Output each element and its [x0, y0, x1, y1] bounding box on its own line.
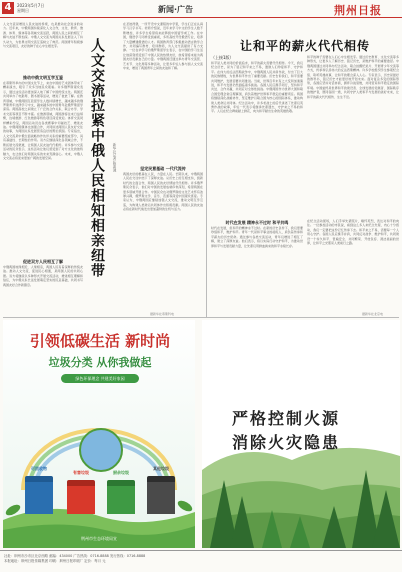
footer-line-1: 社址：荆州市沙市区北京西路 邮编：434000 广告热线：0716-8888 发行热线：0716-8888 [4, 554, 146, 558]
left-body-1: 人文交流是增进人民友谊的桥梁，也是推动社会进步的动力。近年来，中俄两国持续深化人文合作，文化、教育、旅游、体育、媒体等各领域交流活跃，两国人民之间的相互了解与友谊不断加深。中俄人文交流为两国关系发展注入了持久动力，为世界文明交流互鉴树立了典范。两国青年积极参与交流项目，友好的种子在心中生根发芽。 [3, 22, 83, 49]
left-body-4: 在圣彼得堡，一所开设中文课程的中学里，学生们正在认真学习汉字书写。老师介绍说，近年来学习中文的学生人数不断增加，许多学生希望将来能够到中国留学或工作。在中国，俄语学习同样受到重视，多所高校开设俄语专业，培养了大量精通俄语的人才。两国教育部门积极推动语言教学合作，共同编写教材、培训教师，为人文交流提供了有力支撑。一位在华学习的俄罗斯留学生表示，在中国的学习生活让他深刻感受到了中国人民的热情友好，他希望将来能为两国友好贡献自己的力量。中俄两国还通过举办青年交流营、艺术节、文化周等多种活动，让更多年轻人参与到人文交流中来，增进了两国青年之间的友谊和了解。 [123, 22, 203, 71]
recyclable-bin [25, 466, 53, 514]
page-footer [0, 550, 402, 572]
other-waste-bin [147, 466, 175, 514]
bin-label: 可回收物 [31, 466, 47, 471]
right-article-source: 据新华社北京电 [362, 312, 384, 316]
right-subhead: 时代在发展 精神永不过时 和平共鸣 [225, 220, 289, 225]
right-article-title: 让和平的薪火代代相传 [239, 39, 370, 53]
fire-safety-ad [202, 320, 400, 548]
section-divider [3, 317, 399, 318]
bin-label: 有害垃圾 [73, 470, 89, 475]
left-article-title: 人文交流拉紧中俄人民相知相亲纽带 [89, 38, 105, 278]
ad-banner: 绿色环保理念 共建美好家园 [61, 374, 139, 383]
right-body-3: 时代在发展，但和平的精神永不过时。在新的历史条件下，我们更要珍惜和平，维护和平。青年一代是和平事业的接班人，肩负着传承和平薪火的历史使命。通过参与各类交流活动，青年们增进了相互了解，建立了深厚友谊。他们表示，将以实际行动守护和平，为推动世界和平与发展贡献力量，让先辈们用鲜血换来的和平永续长存。 [211, 226, 303, 248]
right-body-1: 和平是人类共同的价值追求，和平的薪火需要代代相传。今天，我们纪念历史，是为了铭记和平来之不易，激励人们珍爱和平、守护和平。在伟大的反法西斯战争中，中俄两国人民并肩作战，付出了巨大的民族牺牲，为世界和平作出了重要贡献。历史告诉我们，和平需要共同维护，发展需要共同推进。当前，世界百年未有之大变局加速演进，和平与发展仍然面临诸多挑战。各国人民应携手同行，坚持和平共处、合作共赢，共同应对全球性挑战。中俄两国作为世界大国和联合国安理会常任理事国，肩负着维护世界和平稳定的重要责任。两国将继续深化战略协作，坚定维护以联合国为核心的国际体系，推动构建人类命运共同体。纪念活动中，许多老战士的后代讲述了先辈们英勇作战的故事，年轻一代表示将继承先辈遗志，守护来之不易的和平。人们在纪念碑前献上鲜花，向为和平献出生命的英雄致敬。 [211, 61, 303, 114]
page-header [0, 0, 402, 18]
section-title: 新闻·广告 [158, 5, 194, 14]
left-article-source: 据新华社莫斯科电 [150, 312, 175, 316]
fire-ad-line-2: 消除火灾隐患 [232, 433, 341, 452]
date-line: 2023年5月7日 [17, 3, 45, 8]
weekday-line: 星期日 [17, 8, 29, 13]
ad-subtitle: 垃圾分类 从你我做起 [48, 356, 152, 369]
newspaper-logo: 荆州日报 [334, 4, 382, 17]
right-lead-label: （上接1版） [211, 55, 234, 60]
ad-footer: 荆州市生态环境局宣 [81, 536, 117, 541]
left-subhead-2: 促进双方人民相互了解 [23, 259, 63, 264]
left-body-2: 在莫斯科举办的中国文化节上，来自中国的艺术团体带来了精彩演出，吸引了众多当地民众观看。许多俄罗斯观众表示，通过这些活动更加深入地了解了中国传统文化。两国还共同举办了电影周、图书展等活动，增进了彼此了解。在教育领域，中俄两国互派留学生人数持续增长，越来越多的俄罗斯青年选择学习中文，越来越多的中国青年赴俄罗斯留学深造。两国高校之间建立了广泛的合作关系，联合办学、学术交流等项目不断丰富。在旅游领域，两国游客往来日益频繁，边境旅游、红色旅游等特色项目深受欢迎。体育交流同样精彩纷呈，两国运动员在各类赛事中切磋技艺、增进友谊。中俄两国媒体也加强合作，共同讲述两国人民友好交往的故事，为两国关系发展营造良好的舆论氛围。专家指出，人文交流是中俄全面战略协作伙伴关系的重要组成部分，具有基础性、长期性的作用。双方应继续深化各领域合作，不断拓展交流渠道，让两国人民友谊代代相传。许多参与交流活动的民众表示，这些活动让他们感受到了对方文化的独特魅力，也让他们对两国关系的未来充满信心。未来，中俄人文交流必将迎来更加广阔的发展空间。 [3, 81, 83, 160]
left-body-5: 两国友好的根基在人民，力量在人民。长期以来，中俄两国人民在交往中结下了深厚友谊。从历史上的互相支持，到新时代的全面合作，两国人民的友好情谊代代相传。许多俄罗斯民众表示，他们对中国的发展成就印象深刻，希望两国在更多领域开展合作。中国民众也对俄罗斯的文化艺术怀有浓厚兴趣，俄罗斯文学、音乐、芭蕾等深受中国观众喜爱。专家认为，中俄两国应继续加强人文交流，推动文明互学互鉴，为构建人类命运共同体作出积极贡献。两国人民的友谊必将在新时代焕发出更加蓬勃的生机与活力。 [123, 172, 203, 212]
page-number: 4 [2, 2, 14, 14]
kitchen-waste-bin [107, 470, 135, 514]
garbage-sorting-ad [3, 320, 195, 548]
date-block [17, 3, 44, 13]
left-body-3: 中俄两国地缘相近、人缘相亲，两国人民有着深厚的传统友谊。推动人文交流，促进民心相通，是两国人民的共同心愿。双方将继续以多种形式开展交流活动，增进相互理解和信任，为中俄关系长远发展奠定坚实的民意基础，共同书写两国友好合作新篇章。 [3, 265, 83, 287]
right-body-4: 在纪念活动现场，人们手举先辈照片，缅怀英烈，表达对和平的向往。一位参加活动的市民说，看到这么多人来纪念先辈，内心十分感动，我们一定要把这份记忆传承下去。和平来之不易，需要每一个人用心守护。各国人民应携手并肩，共同反对战争、维护和平，共同建设一个持久和平、普遍安全、共同繁荣、开放包容、清洁美丽的世界，让和平之光照亮人类前行之路。 [307, 219, 399, 246]
hazardous-bin [67, 470, 95, 514]
right-body-2: 和平的种子需要在人们心中生根发芽。通过历史教育、文化交流等多种形式，让更多人了解历史、铭记历史，是维护和平的重要途径。中俄两国通过共同举办纪念活动、联合拍摄纪录片、开展青少年交流等方式，传承和弘扬伟大的反法西斯精神。许多学校组织学生参观纪念馆、聆听英雄故事，让和平的理念深入人心。专家表示，历史是最好的教科书，铭记历史才能更好地开创未来。面对复杂多变的国际形势，各国应坚持对话协商，摒弃冷战思维，共同营造和平稳定的国际环境。中国始终是世界和平的建设者、全球发展的贡献者、国际秩序的维护者，愿同各国一道，共同守护人类和平与发展的美好未来，让和平的薪火代代相传、生生不息。 [307, 55, 399, 99]
header-rule [0, 17, 402, 18]
column-divider [206, 22, 207, 317]
bin-label: 厨余垃圾 [113, 470, 129, 475]
left-subhead-1: 推动中俄文明互学互鉴 [23, 75, 63, 80]
bin-label: 其他垃圾 [153, 466, 169, 471]
globe-icon [79, 428, 123, 472]
ad-slogan: 引领低碳生活 新时尚 [29, 332, 171, 350]
left-subhead-3: 坚定民意基础 一代代流传 [140, 166, 186, 171]
fire-ad-line-1: 严格控制火源 [232, 409, 341, 428]
left-article-author: 新华社记者 陈嘉诚 [113, 143, 117, 173]
footer-line-2: 本报地址：荆州日报传媒集团 印刷：荆州日报印刷厂 定价：每月 元 [4, 559, 106, 563]
